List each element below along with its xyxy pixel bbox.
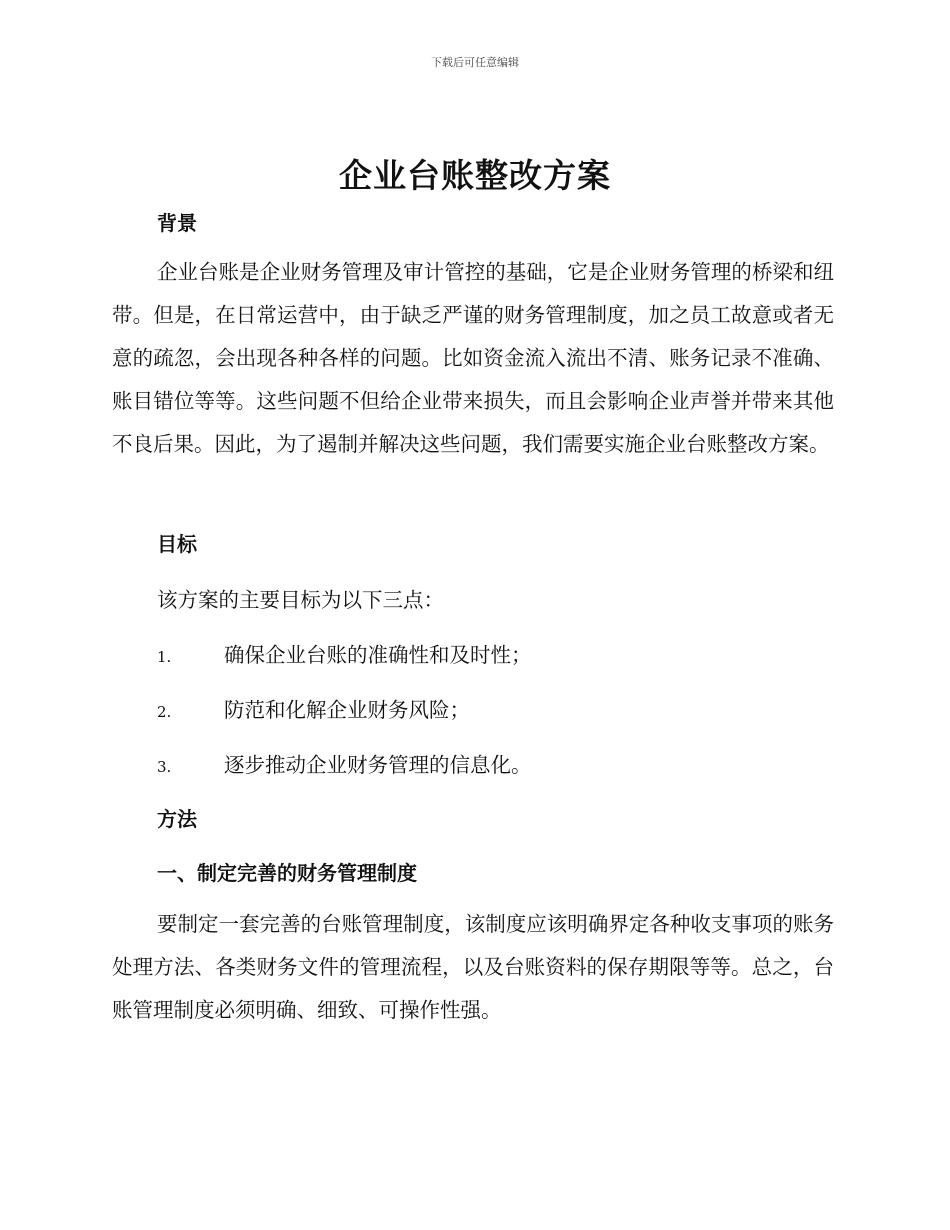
heading-methods: 方法 [157,807,197,831]
goal-item [157,638,532,668]
heading-goals: 目标 [157,532,197,556]
subheading-method-one: 一、制定完善的财务管理制度 [157,861,417,885]
goal-item-number: 2. [157,703,172,721]
methods-paragraph: 要制定一套完善的台账管理制度，该制度应该明确界定各种收支事项的账务处理方法、各类财务文件的管理流程，以及台账资料的保存期限等等。总之，台账管理制度必须明确、细致、可操作性强。 [112,912,834,1022]
goal-item-text: 确保企业台账的准确性和及时性； [224,643,532,667]
header-note: 下载后可任意编辑 [431,56,519,69]
goal-item-number: 3. [157,758,172,776]
goal-item-number: 1. [157,648,172,666]
heading-background: 背景 [157,211,197,235]
goal-item-text: 防范和化解企业财务风险； [224,698,470,722]
document-title: 企业台账整改方案 [339,156,611,195]
background-paragraph: 企业台账是企业财务管理及审计管控的基础，它是企业财务管理的桥梁和纽带。但是，在日常运营中，由于缺乏严谨的财务管理制度，加之员工故意或者无意的疏忽，会出现各种各样的问题。比如资金流入流出不清、账务记录不准确、账目错位等等。这些问题不但给企业带来损失，而且会影响企业声誉并带来其他不良后果。因此，为了遏制并解决这些问题，我们需要实施企业台账整改方案。 [112,260,834,456]
goal-item-text: 逐步推动企业财务管理的信息化。 [224,753,532,777]
goal-item [157,748,532,778]
goals-intro: 该方案的主要目标为以下三点： [157,588,444,612]
goal-item [157,693,470,723]
